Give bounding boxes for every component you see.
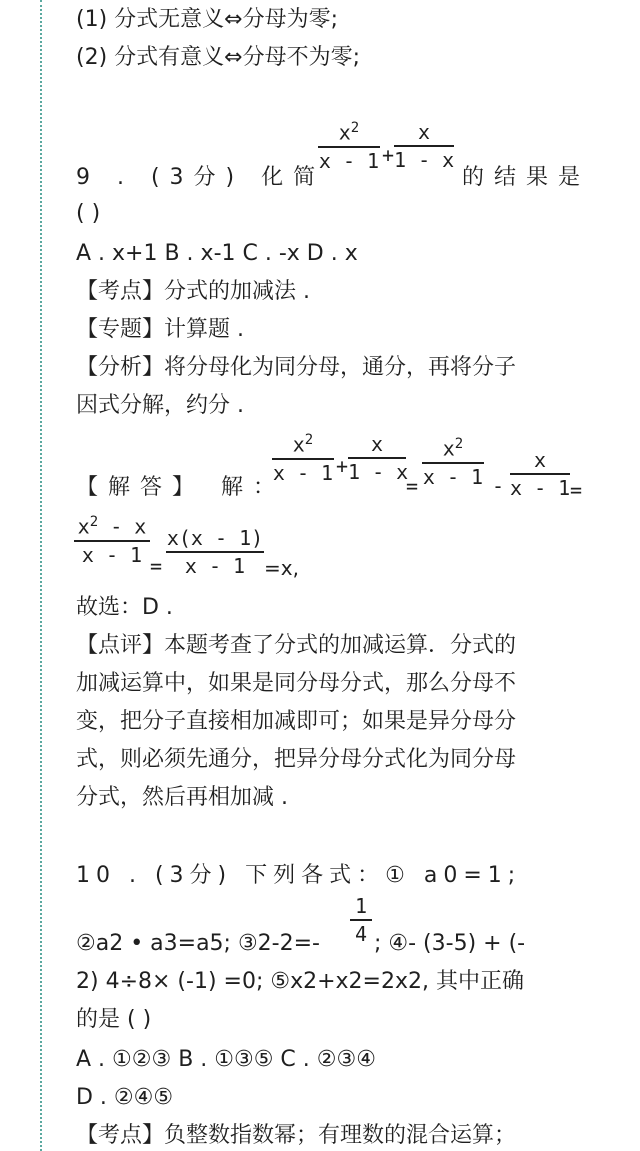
plus-sign: +: [382, 143, 395, 167]
equals-sign: =: [150, 554, 163, 578]
dianping: 【点评】本题考查了分式的加减运算．分式的: [76, 633, 517, 658]
zhuanti: 【专题】计算题 .: [76, 317, 244, 342]
kaodian: 【考点】负整数指数幂；有理数的混合运算；: [76, 1123, 517, 1148]
minus-sign: -: [492, 474, 505, 498]
fraction: x x - 1: [510, 448, 571, 500]
fraction: 1 4: [350, 894, 372, 946]
fraction: x(x - 1) x - 1: [166, 526, 264, 578]
dianping: 加减运算中，如果是同分母分式，那么分母不: [76, 671, 517, 696]
kaodian: 【考点】分式的加减法 .: [76, 279, 310, 304]
question-10-options: A . ①②③ B . ①③⑤ C . ②③④: [76, 1047, 376, 1072]
fenxi: 【分析】将分母化为同分母，通分，再将分子: [76, 355, 517, 380]
equals-sign: =: [406, 474, 419, 498]
question-10-line: ; ④- (3-5) + (-: [374, 931, 526, 956]
fraction: $x^2$ - x x - 1: [74, 510, 150, 567]
question-9-tail: 的结果是: [462, 165, 591, 190]
dianping: 变，把分子直接相加减即可；如果是异分母分: [76, 709, 517, 734]
result: =x,: [264, 556, 299, 580]
fenxi: 因式分解，约分 .: [76, 393, 244, 418]
equals-sign: =: [570, 478, 583, 502]
question-10-options: D . ②④⑤: [76, 1085, 174, 1110]
question-10-line: 2) 4÷8× (-1) =0; ⑤x2+x2=2x2, 其中正确: [76, 969, 524, 994]
dianping: 分式，然后再相加减 .: [76, 785, 288, 810]
fraction: $x^2$ x - 1: [422, 436, 484, 489]
fraction: $x^2$ x - 1: [318, 120, 380, 173]
fraction: x 1 - x: [348, 432, 409, 484]
question-10-line: 的是 ( ): [76, 1007, 152, 1032]
text-line: (2) 分式有意义⇔分母不为零;: [76, 45, 361, 70]
guxuan: 故选：D .: [76, 595, 173, 620]
question-10-head: 10 . (3分) 下列各式：① a0=1;: [76, 863, 522, 888]
page-margin-border: [40, 0, 42, 1151]
jieda-label: 【解答】 解：: [76, 475, 285, 500]
fraction: x 1 - x: [394, 120, 455, 172]
answer-blank: ( ): [76, 201, 101, 226]
dianping: 式，则必须先通分，把异分母分式化为同分母: [76, 747, 517, 772]
question-10-line: ②a2 • a3=a5; ③2-2=-: [76, 931, 320, 956]
text-line: (1) 分式无意义⇔分母为零;: [76, 7, 339, 32]
question-9-options: A . x+1 B . x-1 C . -x D . x: [76, 241, 358, 266]
fraction: $x^2$ x - 1: [272, 432, 334, 485]
question-9-head: 9 . (3分) 化简: [76, 165, 326, 190]
plus-sign: +: [336, 454, 349, 478]
